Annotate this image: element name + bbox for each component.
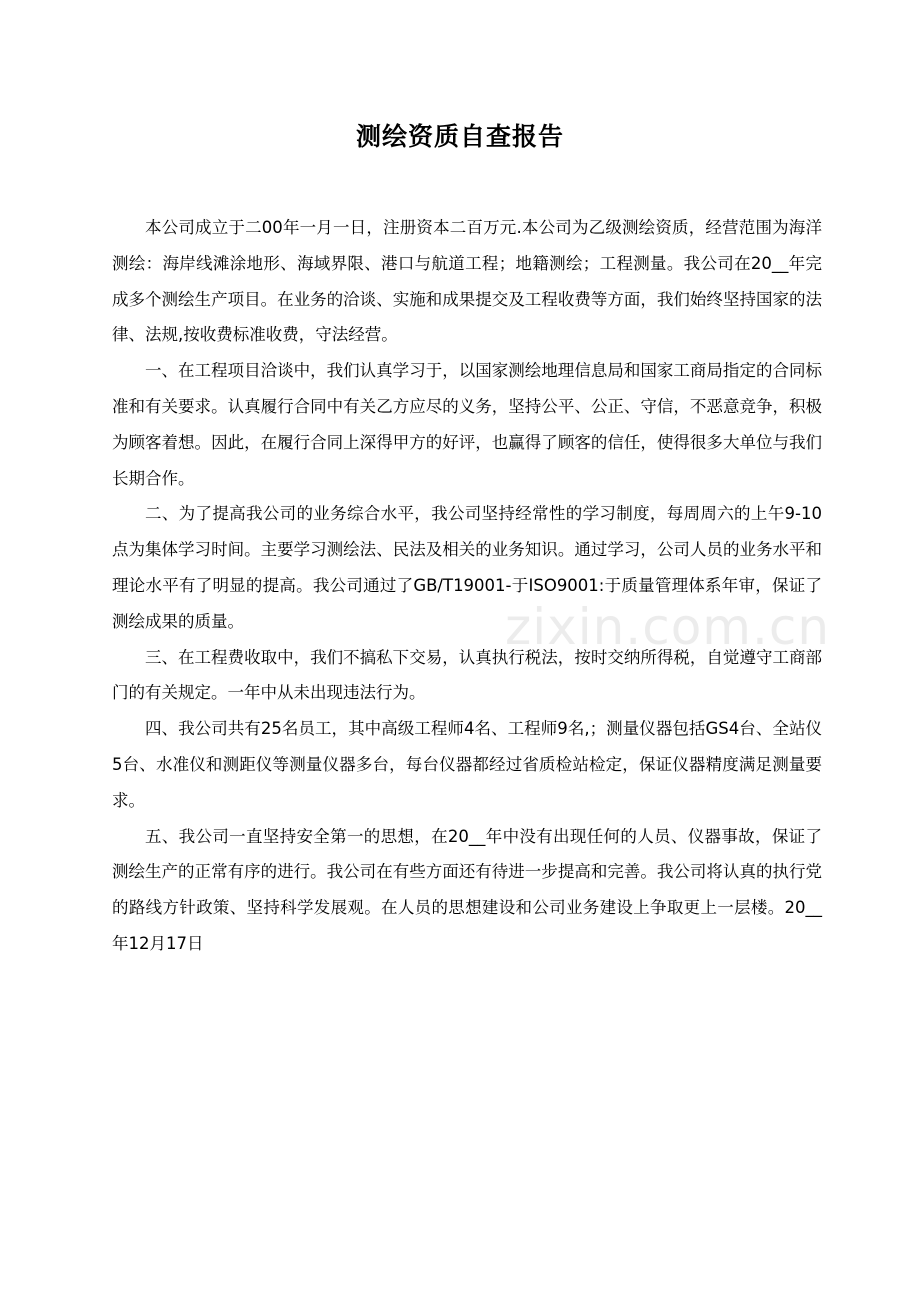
paragraph-section-4: 四、我公司共有25名员工，其中高级工程师4名、工程师9名,；测量仪器包括GS4台、全站仪5台、水准仪和测距仪等测量仪器多台，每台仪器都经过省质检站检定，保证仪器精度满足测量要求。 (112, 719, 822, 810)
document-body (112, 210, 822, 962)
paragraph-section-2: 二、为了提高我公司的业务综合水平，我公司坚持经常性的学习制度，每周周六的上午9-10点为集体学习时间。主要学习测绘法、民法及相关的业务知识。通过学习，公司人员的业务水平和理论水平有了明显的提高。我公司通过了GB/T19001-于ISO9001:于质量管理体系年审，保证了测绘成果的质量。 (112, 504, 822, 631)
watermark: zixin.com.cn (505, 598, 831, 656)
document-title: 测绘资质自查报告 (355, 122, 564, 151)
paragraph-intro: 本公司成立于二00年一月一日，注册资本二百万元.本公司为乙级测绘资质，经营范围为海洋测绘：海岸线滩涂地形、海域界限、港口与航道工程；地籍测绘；工程测量。我公司在20__年完成多个测绘生产项目。在业务的洽谈、实施和成果提交及工程收费等方面，我们始终坚持国家的法律、法规,按收费标准收费，守法经营。 (112, 218, 822, 345)
paragraph-section-5: 五、我公司一直坚持安全第一的思想，在20__年中没有出现任何的人员、仪器事故，保证了测绘生产的正常有序的进行。我公司在有些方面还有待进一步提高和完善。我公司将认真的执行党的路线方针政策、坚持科学发展观。在人员的思想建设和公司业务建设上争取更上一层楼。20__年12月17日 (112, 826, 822, 953)
paragraph-section-3: 三、在工程费收取中，我们不搞私下交易，认真执行税法，按时交纳所得税，自觉遵守工商部门的有关规定。一年中从未出现违法行为。 (112, 647, 822, 703)
paragraph-section-1: 一、在工程项目洽谈中，我们认真学习于，以国家测绘地理信息局和国家工商局指定的合同标准和有关要求。认真履行合同中有关乙方应尽的义务，坚持公平、公正、守信，不恶意竞争，积极为顾客着想。因此，在履行合同上深得甲方的好评，也赢得了顾客的信任，使得很多大单位与我们长期合作。 (112, 361, 822, 488)
